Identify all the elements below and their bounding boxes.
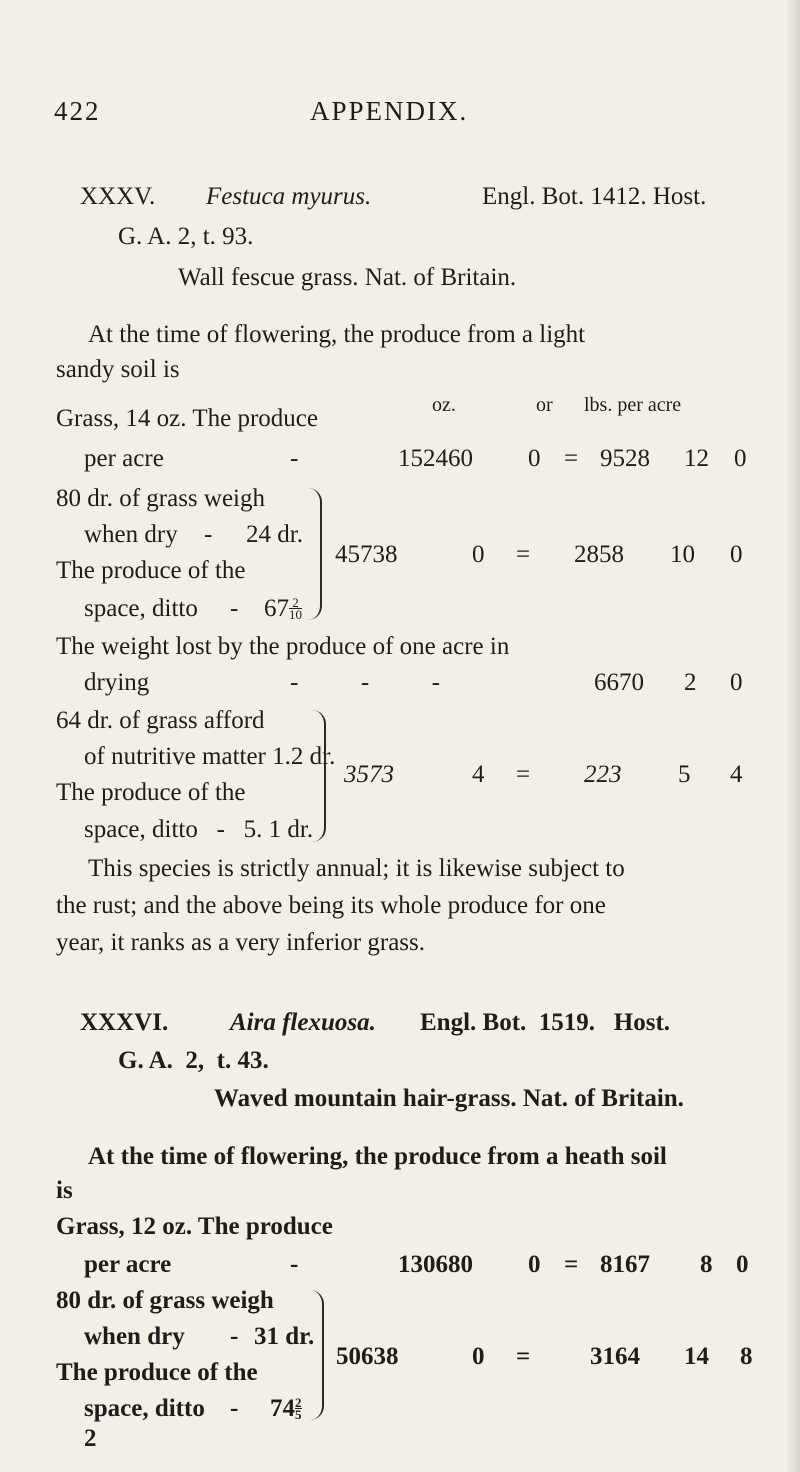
- dash: -: [230, 1323, 239, 1350]
- value-oz-2: 5: [678, 761, 691, 788]
- dash: -: [230, 1395, 239, 1422]
- row-value: [270, 1394, 302, 1424]
- value-dr: 0: [528, 445, 541, 472]
- value-dr: 0: [472, 1343, 485, 1370]
- value-dr-2: 0: [736, 1251, 749, 1278]
- row-label: per acre: [84, 1251, 172, 1278]
- common-name: Waved mountain hair-grass. Nat. of Britain.: [214, 1085, 684, 1112]
- row-label: per acre: [84, 445, 164, 472]
- value-lbs: 2858: [574, 541, 624, 568]
- species-name: Festuca myurus.: [206, 183, 372, 210]
- value-dr: 4: [472, 761, 485, 788]
- row-label: 64 dr. of grass afford: [56, 707, 265, 734]
- row-label: The produce of the: [56, 1359, 258, 1386]
- row-label: space, ditto - 5. 1 dr.: [84, 816, 314, 843]
- value-lbs: 3164: [590, 1343, 640, 1370]
- row-label: when dry: [84, 521, 178, 548]
- row-label: The weight lost by the produce of one acre in: [56, 633, 510, 660]
- value-oz-2: 10: [670, 541, 695, 568]
- intro-line: At the time of flowering, the produce from a light: [88, 321, 586, 348]
- row-value: [264, 594, 302, 624]
- row-label: when dry: [84, 1323, 185, 1350]
- row-label: 80 dr. of grass weigh: [56, 1287, 274, 1314]
- value-dr: 0: [528, 1251, 541, 1278]
- value-lbs: 9528: [600, 445, 650, 472]
- brace: [308, 1290, 324, 1420]
- row-label: The produce of the: [56, 557, 246, 584]
- common-name: Wall fescue grass. Nat. of Britain.: [178, 264, 517, 291]
- value-oz-2: 8: [700, 1251, 713, 1278]
- fraction: [289, 597, 302, 620]
- value-dr: 0: [472, 541, 485, 568]
- row-label: The produce of the: [56, 779, 246, 806]
- intro-line: At the time of flowering, the produce from a heath soil: [88, 1143, 667, 1170]
- page-number: 422: [54, 96, 101, 126]
- value-lbs: 6670: [594, 669, 644, 696]
- dash: -: [230, 595, 239, 622]
- row-label: space, ditto: [84, 1395, 205, 1422]
- row-value: 31 dr.: [254, 1323, 315, 1350]
- fraction: [295, 1397, 302, 1420]
- species-name: Aira flexuosa.: [230, 1009, 376, 1036]
- brace: [310, 710, 326, 842]
- dash: - - -: [290, 669, 440, 696]
- column-heading-or: or: [536, 394, 553, 416]
- running-title: APPENDIX.: [310, 96, 469, 126]
- row-label: space, ditto: [84, 595, 198, 622]
- paragraph-line: the rust; and the above being its whole produce for one: [56, 892, 606, 919]
- value-oz-2: 14: [684, 1343, 709, 1370]
- value-dr-2: 0: [734, 445, 747, 472]
- row-label: Grass, 12 oz. The produce: [56, 1213, 333, 1240]
- row-label: of nutritive matter 1.2 dr.: [84, 743, 336, 770]
- row-value-whole: 67: [264, 595, 289, 622]
- intro-line: is: [56, 1177, 73, 1204]
- value-oz: 130680: [398, 1251, 473, 1278]
- value-oz: 152460: [398, 445, 473, 472]
- value-lbs: 8167: [600, 1251, 650, 1278]
- equals-sign: =: [516, 541, 531, 568]
- brace: [306, 488, 322, 620]
- paragraph-line: This species is strictly annual; it is likewise subject to: [88, 855, 625, 882]
- value-oz: 3573: [344, 761, 394, 788]
- fraction-numerator: 2: [289, 597, 302, 609]
- value-oz-2: 2: [684, 669, 697, 696]
- entry-number: XXXV.: [80, 183, 156, 210]
- value-dr-2: 8: [740, 1343, 753, 1370]
- value-oz-2: 12: [684, 445, 709, 472]
- fraction-denominator: 10: [289, 607, 302, 622]
- row-label: Grass, 14 oz. The produce: [56, 405, 318, 432]
- reference-line: Engl. Bot. 1519. Host.: [420, 1009, 671, 1036]
- page-edge-shadow: [786, 0, 800, 1472]
- dash: -: [290, 1251, 299, 1278]
- row-value-whole: 74: [270, 1395, 295, 1422]
- paragraph-line: year, it ranks as a very inferior grass.: [56, 929, 425, 956]
- value-oz: 45738: [335, 541, 398, 568]
- value-dr-2: 0: [730, 541, 743, 568]
- intro-line: sandy soil is: [56, 356, 180, 383]
- column-heading-lbs: lbs. per acre: [584, 394, 682, 416]
- reference-line-2: G. A. 2, t. 93.: [118, 223, 254, 250]
- value-oz: 50638: [336, 1343, 399, 1370]
- signature-mark: 2: [84, 1425, 97, 1452]
- entry-number: XXXVI.: [80, 1009, 169, 1036]
- equals-sign: =: [516, 1343, 531, 1370]
- value-dr-2: 4: [730, 761, 743, 788]
- dash: -: [204, 521, 213, 548]
- equals-sign: =: [564, 445, 579, 472]
- row-label: 80 dr. of grass weigh: [56, 485, 265, 512]
- value-lbs: 223: [584, 761, 622, 788]
- row-value: 24 dr.: [246, 521, 303, 548]
- fraction-denominator: 5: [295, 1407, 302, 1422]
- fraction-numerator: 2: [295, 1395, 302, 1410]
- equals-sign: =: [516, 761, 531, 788]
- equals-sign: =: [564, 1251, 579, 1278]
- dash: -: [290, 445, 299, 472]
- value-dr-2: 0: [730, 669, 743, 696]
- row-label: drying: [84, 669, 150, 696]
- reference-line: Engl. Bot. 1412. Host.: [482, 183, 707, 210]
- reference-line-2: G. A. 2, t. 43.: [118, 1047, 269, 1074]
- column-heading-oz: oz.: [432, 394, 456, 416]
